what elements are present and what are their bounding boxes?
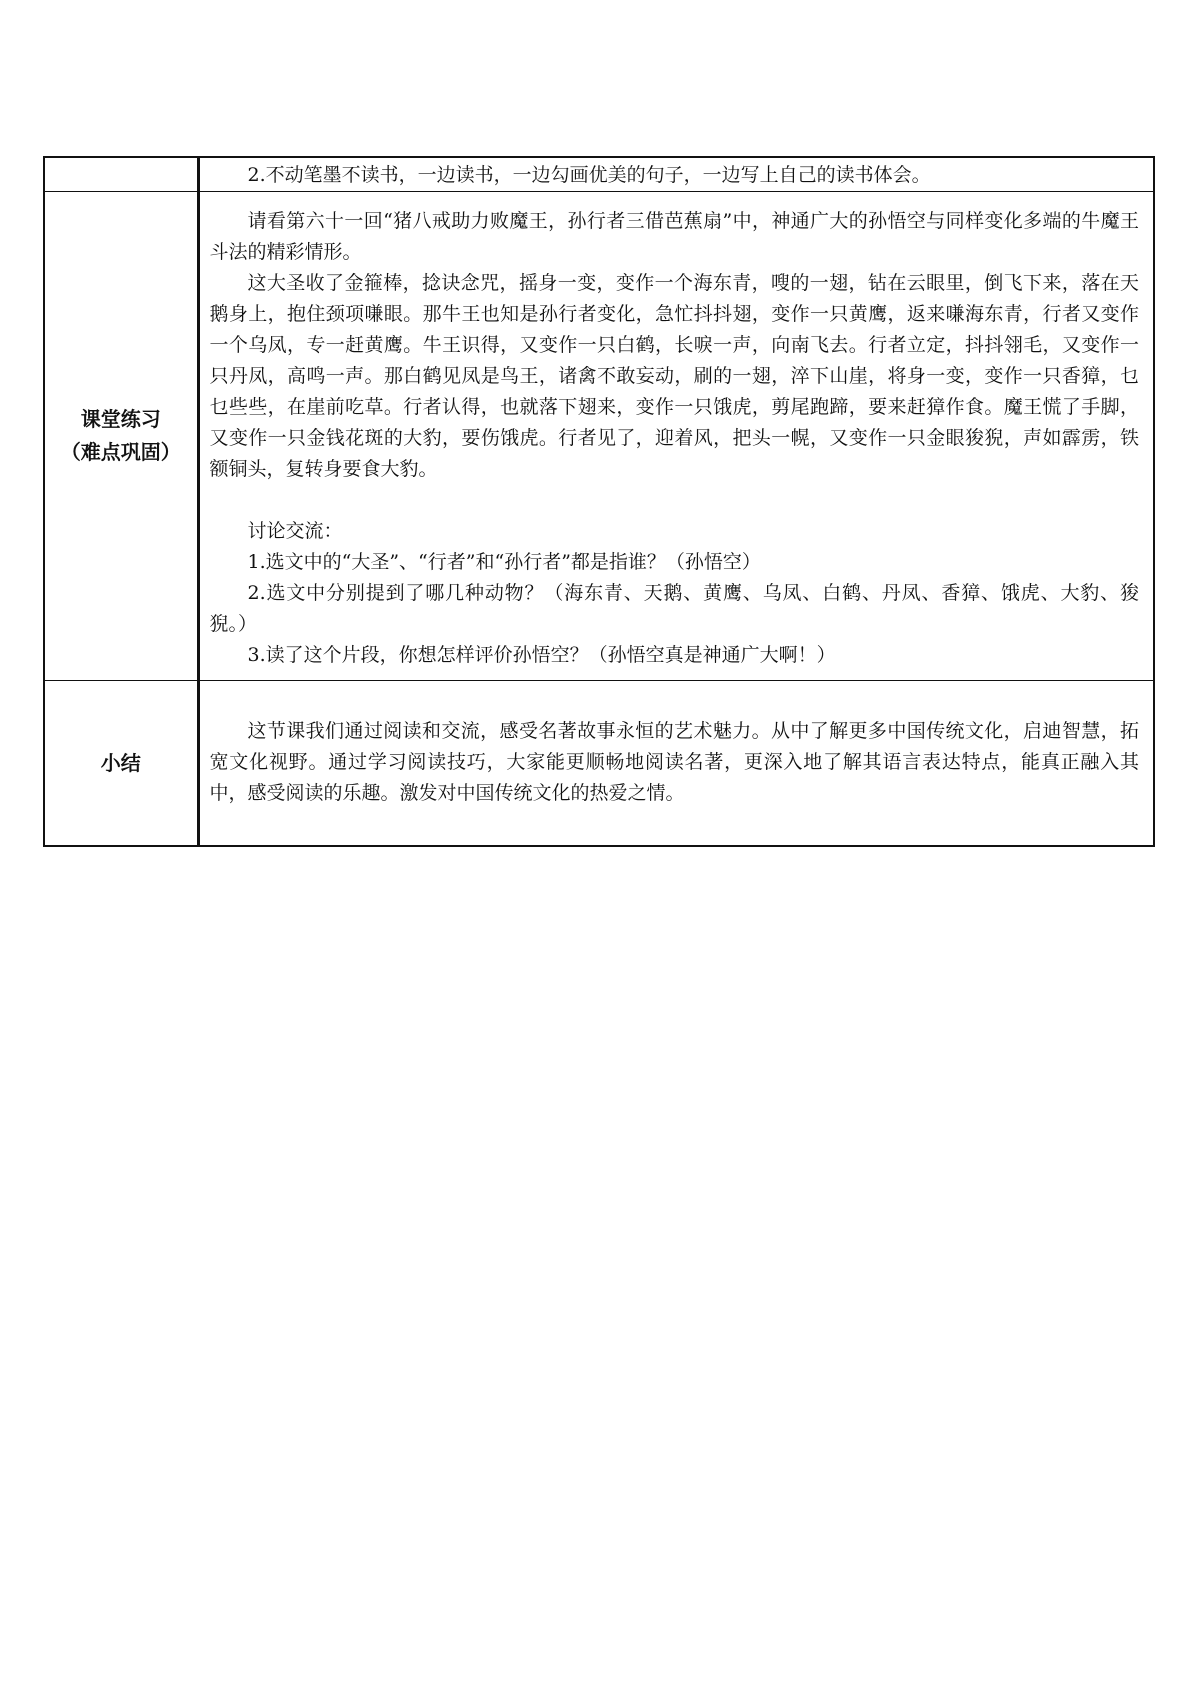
row-content-reading-method (198, 157, 1154, 192)
discussion-question-3: 3.读了这个片段，你想怎样评价孙悟空？（孙悟空真是神通广大啊！） (247, 644, 836, 666)
spacer (210, 485, 1140, 516)
discussion-title: 讨论交流： (247, 520, 343, 542)
table-row-summary (44, 681, 1154, 847)
label-summary: 小结 (100, 750, 141, 775)
lesson-plan-sheet (43, 156, 1153, 847)
reading-method-text: 2.不动笔墨不读书，一边读书，一边勾画优美的句子，一边写上自己的读书体会。 (247, 164, 931, 186)
row-content-summary (198, 681, 1154, 847)
row-label-summary (44, 681, 198, 847)
table-row-reading-method (44, 157, 1154, 192)
summary-text: 这节课我们通过阅读和交流，感受名著故事永恒的艺术魅力。从中了解更多中国传统文化，启迪智慧，拓宽文化视野。通过学习阅读技巧，大家能更顺畅地阅读名著，更深入地了解其语言表达特点，能真正融入其中，感受阅读的乐趣。激发对中国传统文化的热爱之情。 (209, 720, 1139, 804)
discussion-question-2: 2.选文中分别提到了哪几种动物？（海东青、天鹅、黄鹰、乌凤、白鹤、丹凤、香獐、饿虎、大豹、狻猊。） (209, 582, 1139, 635)
row-label-empty (44, 157, 198, 192)
practice-intro: 请看第六十一回“猪八戒助力败魔王，孙行者三借芭蕉扇”中，神通广大的孙悟空与同样变化多端的牛魔王斗法的精彩情形。 (209, 210, 1139, 263)
practice-passage: 这大圣收了金箍棒，捻诀念咒，摇身一变，变作一个海东青，嗖的一翅，钻在云眼里，倒飞下来，落在天鹅身上，抱住颈项嗛眼。那牛王也知是孙行者变化，急忙抖抖翅，变作一只黄鹰，返来嗛海东青，行者又变作一个乌凤，专一赶黄鹰。牛王识得，又变作一只白鹤，长唳一声，向南飞去。行者立定，抖抖翎毛，又变作一只丹凤，高鸣一声。那白鹤见凤是鸟王，诸禽不敢妄动，刷的一翅，淬下山崖，将身一变，变作一只香獐，乜乜些些，在崖前吃草。行者认得，也就落下翅来，变作一只饿虎，剪尾跑蹄，要来赶獐作食。魔王慌了手脚，又变作一只金钱花斑的大豹，要伤饿虎。行者见了，迎着风，把头一幌，又变作一只金眼狻猊，声如霹雳，铁额铜头，复转身要食大豹。 (209, 272, 1139, 480)
label-difficulty-consolidation: （难点巩固） (60, 440, 181, 464)
discussion-question-1: 1.选文中的“大圣”、“行者”和“孙行者”都是指谁？（孙悟空） (247, 551, 761, 573)
row-content-classroom-practice (198, 192, 1154, 681)
table-row-classroom-practice (44, 192, 1154, 681)
lesson-plan-table (43, 156, 1155, 847)
label-classroom-practice: 课堂练习 (80, 407, 161, 431)
row-label-classroom-practice (44, 192, 198, 681)
